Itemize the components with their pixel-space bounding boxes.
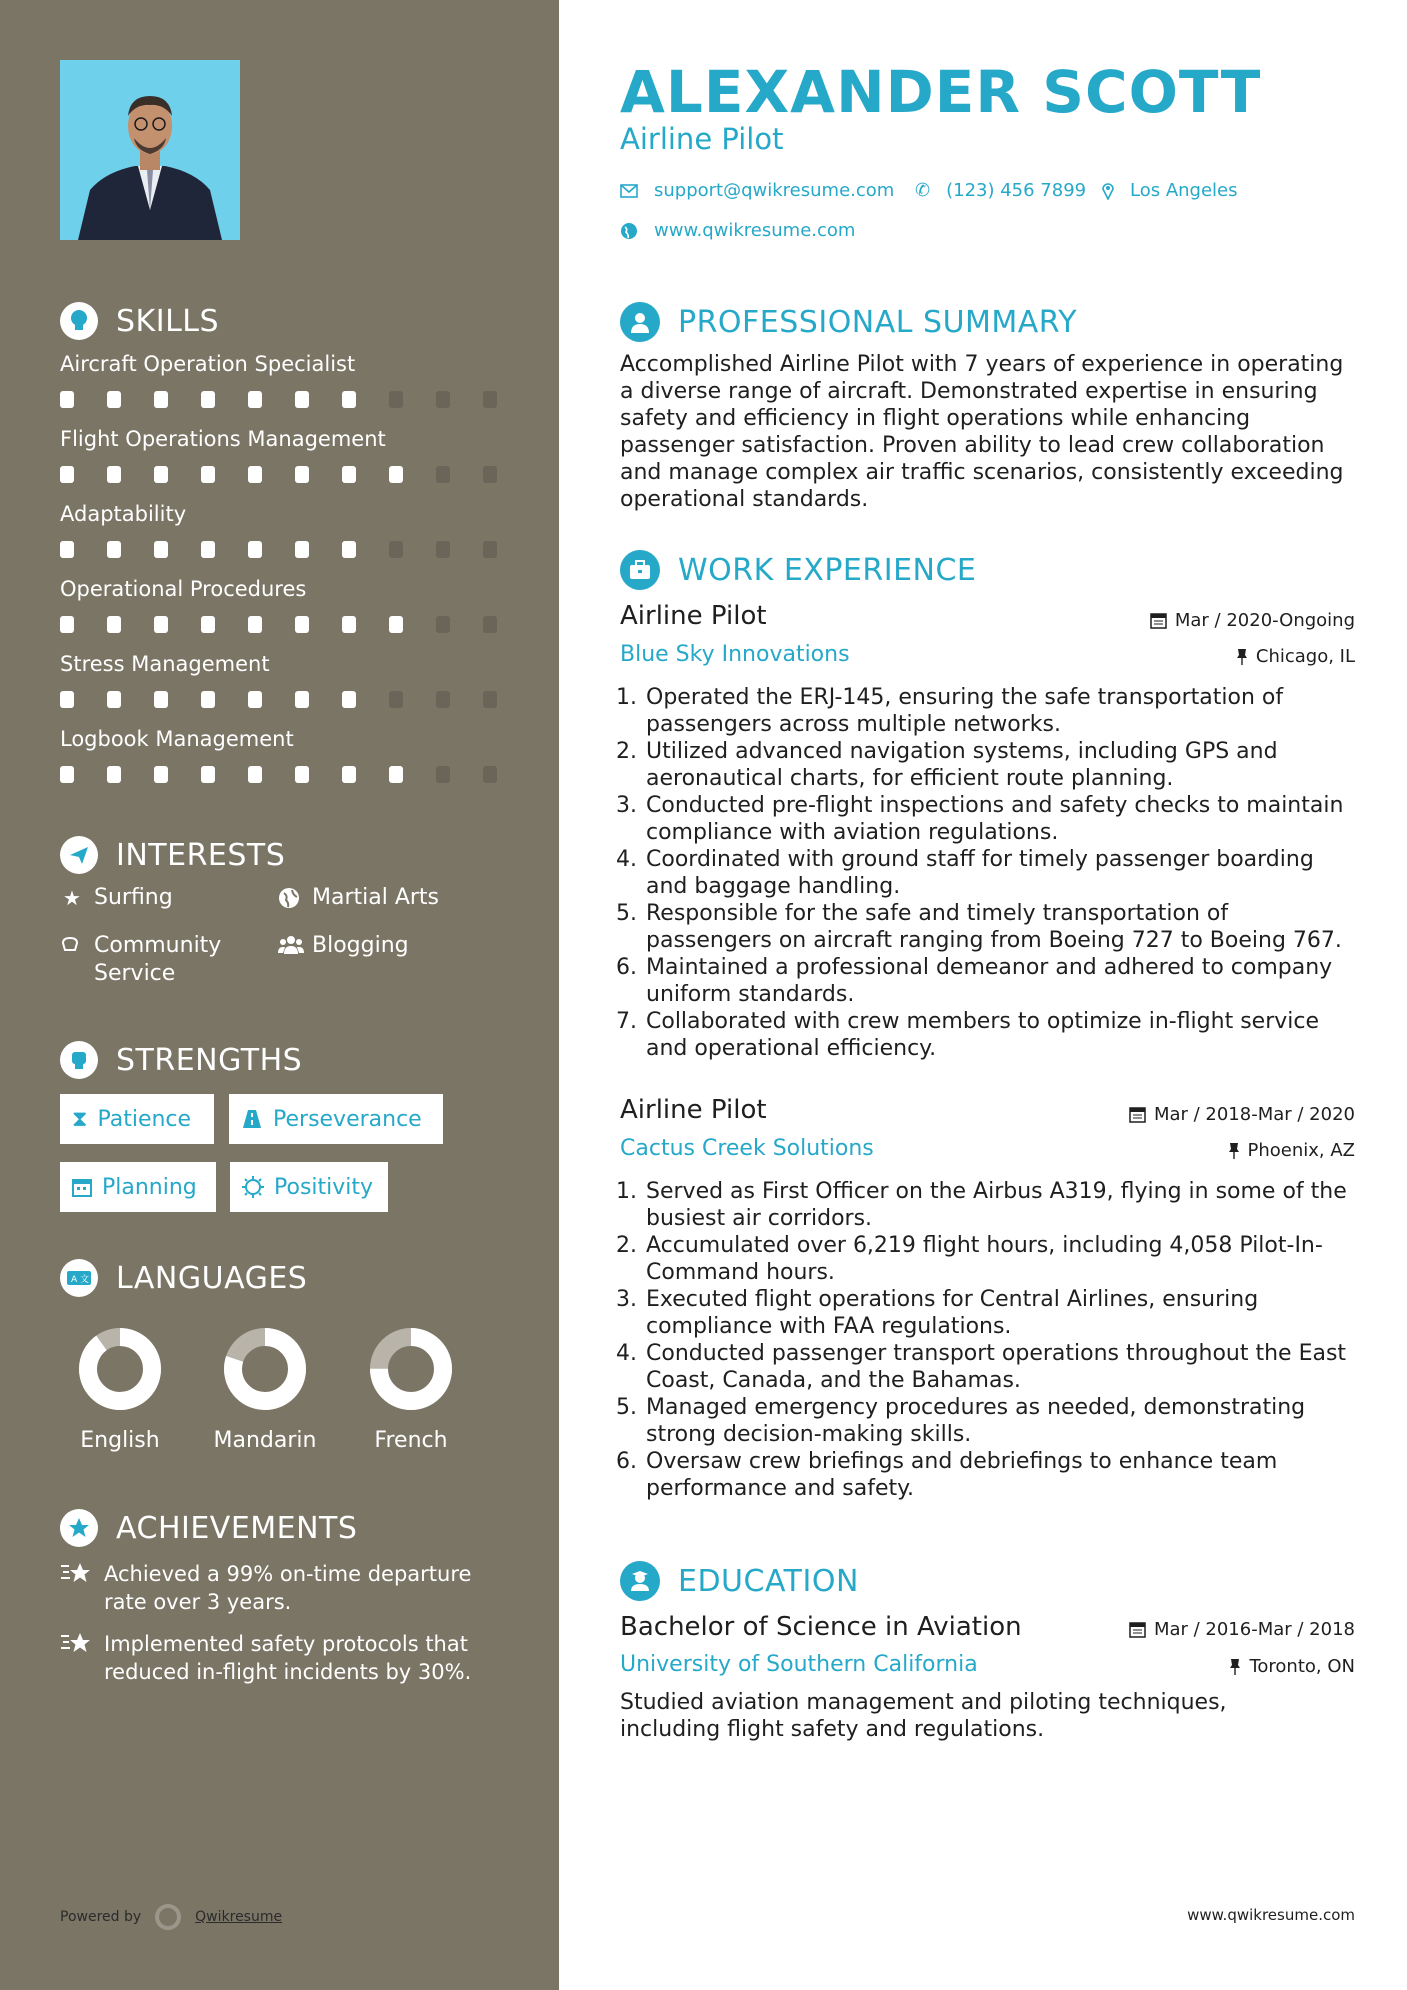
skill-dot-filled — [60, 541, 74, 558]
job-title: Airline Pilot — [620, 1095, 767, 1125]
skill-dot-filled — [389, 466, 403, 483]
calendar-icon — [1129, 1621, 1146, 1638]
skill-dot-filled — [201, 766, 215, 783]
email-text: support@qwikresume.com — [654, 180, 895, 201]
main-content — [620, 0, 1355, 1990]
job-bullet: 3. Conducted pre-flight inspections and safety checks to maintain compliance with aviation regulations. — [644, 792, 1355, 846]
pushpin-icon — [1228, 1142, 1240, 1159]
job-bullets — [620, 1178, 1355, 1502]
job-company: Blue Sky Innovations — [620, 642, 850, 667]
skill-dot-filled — [342, 691, 356, 708]
strengths-title: STRENGTHS — [116, 1042, 303, 1078]
fist-icon — [60, 1041, 98, 1079]
strength-label: Perseverance — [273, 1106, 422, 1132]
skill-dot-filled — [342, 616, 356, 633]
phone-icon: ✆ — [915, 180, 931, 201]
skill-name: Operational Procedures — [60, 577, 307, 601]
interest-label: Surfing — [94, 885, 173, 910]
paper-plane-icon — [60, 836, 98, 874]
skill-dot-filled — [342, 541, 356, 558]
language-donut — [223, 1327, 307, 1411]
strength-label: Patience — [97, 1106, 192, 1132]
achievement-text: Implemented safety protocols that reduced in-flight incidents by 30%. — [104, 1632, 472, 1684]
skills-header — [60, 302, 219, 340]
summary-header — [620, 302, 1077, 342]
job-bullet: 6. Maintained a professional demeanor and adhered to company uniform standards. — [644, 954, 1355, 1008]
skill-dot-filled — [201, 466, 215, 483]
achievement-item — [60, 1560, 500, 1616]
hourglass-icon: ⧗ — [72, 1106, 88, 1132]
strength-chip — [60, 1094, 214, 1144]
skill-dot-filled — [201, 541, 215, 558]
job-location-text: Phoenix, AZ — [1247, 1140, 1355, 1161]
skill-dot-filled — [248, 541, 262, 558]
job-bullet: 4. Coordinated with ground staff for timely passenger boarding and baggage handling. — [644, 846, 1355, 900]
skill-dot-filled — [295, 391, 309, 408]
job-location-text: Chicago, IL — [1255, 646, 1355, 667]
skill-dot-filled — [154, 616, 168, 633]
summary-title: PROFESSIONAL SUMMARY — [678, 304, 1078, 340]
skill-dot-filled — [295, 616, 309, 633]
skill-dot-filled — [342, 766, 356, 783]
skill-rating — [60, 616, 530, 633]
skill-rating — [60, 766, 530, 783]
education-school: University of Southern California — [620, 1652, 978, 1677]
experience-header — [620, 550, 976, 590]
skill-rating — [60, 691, 530, 708]
lightbulb-icon — [60, 302, 98, 340]
road-icon — [241, 1110, 263, 1128]
skill-dot-empty — [436, 466, 450, 483]
education-location-text: Toronto, ON — [1249, 1656, 1355, 1677]
skill-dot-filled — [60, 466, 74, 483]
job-dates-text: Mar / 2020-Ongoing — [1174, 610, 1355, 631]
skill-dot-filled — [60, 391, 74, 408]
star-icon: ★ — [63, 886, 81, 910]
job-title: Airline Pilot — [620, 601, 767, 631]
interest-label: Martial Arts — [312, 885, 440, 910]
shooting-star-icon — [60, 1560, 92, 1616]
skill-dot-filled — [295, 541, 309, 558]
skill-dot-empty — [436, 391, 450, 408]
footer-url[interactable]: www.qwikresume.com — [1187, 1906, 1355, 1924]
envelope-icon — [620, 184, 638, 198]
skill-dot-empty — [436, 541, 450, 558]
skill-dot-filled — [201, 391, 215, 408]
skill-name: Adaptability — [60, 502, 187, 526]
education-dates — [1129, 1619, 1355, 1640]
skill-dot-filled — [295, 691, 309, 708]
graduation-icon — [620, 1561, 660, 1601]
summary-text: Accomplished Airline Pilot with 7 years of experience in operating a diverse range of aircraft. Demonstrated expertise in ensuring safety and efficiency in flight operations while enhancing passenger satisfaction. Proven ability to lead crew collaboration and manage complex air traffic scenarios, consistently exceeding operational standards. — [620, 352, 1344, 512]
skill-dot-filled — [389, 616, 403, 633]
users-icon — [278, 932, 302, 955]
languages-title: LANGUAGES — [116, 1260, 308, 1296]
qwikresume-logo-icon — [155, 1904, 181, 1930]
skill-dot-empty — [389, 541, 403, 558]
skill-rating — [60, 541, 530, 558]
skill-dot-filled — [154, 466, 168, 483]
skill-dot-empty — [483, 766, 497, 783]
user-icon — [620, 302, 660, 342]
strength-label: Positivity — [274, 1174, 374, 1200]
education-description: Studied aviation management and piloting techniques, including flight safety and regulations. — [620, 1690, 1227, 1742]
calendar-icon — [72, 1177, 92, 1197]
trophy-star-icon — [60, 1509, 98, 1547]
skill-dot-filled — [201, 691, 215, 708]
skill-dot-filled — [295, 766, 309, 783]
skill-dot-filled — [107, 541, 121, 558]
skill-dot-filled — [248, 766, 262, 783]
skill-dot-empty — [483, 391, 497, 408]
phone-text: (123) 456 7899 — [946, 180, 1087, 201]
skill-dot-empty — [483, 691, 497, 708]
language-name: French — [374, 1428, 448, 1453]
skill-dot-filled — [154, 391, 168, 408]
skill-dot-filled — [248, 691, 262, 708]
candidate-name: ALEXANDER SCOTT — [620, 58, 1262, 126]
contact-location — [1102, 180, 1238, 201]
job-bullets — [620, 684, 1355, 1062]
education-degree: Bachelor of Science in Aviation — [620, 1612, 1022, 1642]
job-company: Cactus Creek Solutions — [620, 1136, 874, 1161]
skill-name: Flight Operations Management — [60, 427, 386, 451]
interests-header — [60, 836, 285, 874]
contact-email[interactable] — [620, 180, 894, 201]
interest-item — [278, 932, 409, 960]
skill-name: Stress Management — [60, 652, 270, 676]
skill-dot-filled — [389, 766, 403, 783]
job-bullet: 1. Operated the ERJ-145, ensuring the safe transportation of passengers across multiple networks. — [644, 684, 1355, 738]
job-dates-text: Mar / 2018-Mar / 2020 — [1153, 1104, 1355, 1125]
job-dates — [1150, 610, 1355, 631]
skill-dot-filled — [248, 466, 262, 483]
job-bullet: 3. Executed flight operations for Central Airlines, ensuring compliance with FAA regulations. — [644, 1286, 1355, 1340]
job-dates — [1129, 1104, 1355, 1125]
skill-name: Aircraft Operation Specialist — [60, 352, 356, 376]
candidate-role: Airline Pilot — [620, 122, 784, 156]
job-bullet: 6. Oversaw crew briefings and debriefings to enhance team performance and safety. — [644, 1448, 1355, 1502]
skill-dot-empty — [436, 691, 450, 708]
interest-item — [60, 884, 173, 912]
briefcase-icon — [620, 550, 660, 590]
svg-text:文: 文 — [80, 1275, 90, 1285]
education-header — [620, 1561, 859, 1601]
skill-name: Logbook Management — [60, 727, 294, 751]
strength-label: Planning — [102, 1174, 197, 1200]
interest-item — [60, 932, 260, 988]
pushpin-icon — [1236, 648, 1248, 665]
skill-dot-filled — [295, 466, 309, 483]
interest-label: Community Service — [94, 933, 222, 986]
skill-dot-filled — [60, 616, 74, 633]
job-bullet: 2. Accumulated over 6,219 flight hours, including 4,058 Pilot-In-Command hours. — [644, 1232, 1355, 1286]
language-donut-fill — [88, 1337, 152, 1401]
shooting-star-icon — [60, 1630, 92, 1686]
skill-dot-filled — [201, 616, 215, 633]
job-bullet: 1. Served as First Officer on the Airbus A319, flying in some of the busiest air corridors. — [644, 1178, 1355, 1232]
education-location — [1229, 1656, 1355, 1677]
map-pin-icon — [1102, 182, 1114, 200]
svg-text:A: A — [71, 1275, 78, 1285]
skill-dot-empty — [389, 691, 403, 708]
globe-icon — [620, 222, 638, 240]
calendar-icon — [1129, 1106, 1146, 1123]
interest-label: Blogging — [312, 933, 409, 958]
language-name: Mandarin — [213, 1428, 317, 1453]
skill-dot-filled — [342, 391, 356, 408]
job-bullet: 5. Responsible for the safe and timely transportation of passengers on aircraft ranging from Boeing 727 to Boeing 767. — [644, 900, 1355, 954]
education-title: EDUCATION — [678, 1563, 859, 1599]
achievements-title: ACHIEVEMENTS — [116, 1510, 358, 1546]
contact-phone[interactable] — [915, 180, 1086, 201]
sidebar — [0, 0, 559, 1990]
contact-website[interactable] — [620, 220, 855, 241]
skill-dot-filled — [60, 691, 74, 708]
translate-icon — [60, 1259, 98, 1297]
skill-dot-filled — [248, 391, 262, 408]
interest-item — [278, 884, 439, 912]
skill-dot-filled — [154, 691, 168, 708]
language-donut — [369, 1327, 453, 1411]
skill-rating — [60, 466, 530, 483]
skill-dot-empty — [483, 541, 497, 558]
strength-chip — [229, 1094, 443, 1144]
languages-header — [60, 1259, 307, 1297]
hand-icon — [60, 932, 84, 955]
skill-dot-empty — [389, 391, 403, 408]
skill-dot-empty — [483, 616, 497, 633]
language-donut — [78, 1327, 162, 1411]
profile-photo — [60, 60, 240, 240]
interests-title: INTERESTS — [116, 837, 286, 873]
skill-dot-filled — [107, 766, 121, 783]
skill-rating — [60, 391, 530, 408]
globe-icon — [278, 884, 302, 909]
skills-title: SKILLS — [116, 303, 220, 339]
skill-dot-filled — [154, 541, 168, 558]
skill-dot-filled — [342, 466, 356, 483]
brand-link[interactable]: Qwikresume — [195, 1909, 283, 1925]
language-name: English — [80, 1428, 160, 1453]
powered-by-label: Powered by — [60, 1909, 142, 1925]
location-text: Los Angeles — [1130, 180, 1238, 201]
sun-icon — [242, 1176, 264, 1198]
job-bullet: 4. Conducted passenger transport operations throughout the East Coast, Canada, and the Bahamas. — [644, 1340, 1355, 1394]
skill-dot-filled — [107, 616, 121, 633]
skill-dot-filled — [60, 766, 74, 783]
powered-by — [60, 1904, 282, 1930]
achievement-text: Achieved a 99% on-time departure rate over 3 years. — [104, 1562, 472, 1614]
skill-dot-empty — [483, 466, 497, 483]
skill-dot-filled — [154, 766, 168, 783]
website-text: www.qwikresume.com — [654, 220, 856, 241]
calendar-icon — [1150, 612, 1167, 629]
job-bullet: 5. Managed emergency procedures as needed, demonstrating strong decision-making skills. — [644, 1394, 1355, 1448]
pushpin-icon — [1229, 1658, 1241, 1675]
job-location — [1228, 1140, 1356, 1161]
strengths-header — [60, 1041, 302, 1079]
skill-dot-filled — [248, 616, 262, 633]
achievement-item — [60, 1630, 500, 1686]
skill-dot-filled — [107, 391, 121, 408]
strength-chip — [60, 1162, 216, 1212]
experience-title: WORK EXPERIENCE — [678, 552, 977, 588]
job-location — [1236, 646, 1355, 667]
skill-dot-filled — [107, 466, 121, 483]
skill-dot-empty — [436, 616, 450, 633]
strength-chip — [230, 1162, 388, 1212]
skill-dot-filled — [107, 691, 121, 708]
job-bullet: 2. Utilized advanced navigation systems, including GPS and aeronautical charts, for efficient route planning. — [644, 738, 1355, 792]
education-dates-text: Mar / 2016-Mar / 2018 — [1153, 1619, 1355, 1640]
skill-dot-empty — [436, 766, 450, 783]
achievements-header — [60, 1509, 357, 1547]
job-bullet: 7. Collaborated with crew members to optimize in-flight service and operational efficiency. — [644, 1008, 1355, 1062]
